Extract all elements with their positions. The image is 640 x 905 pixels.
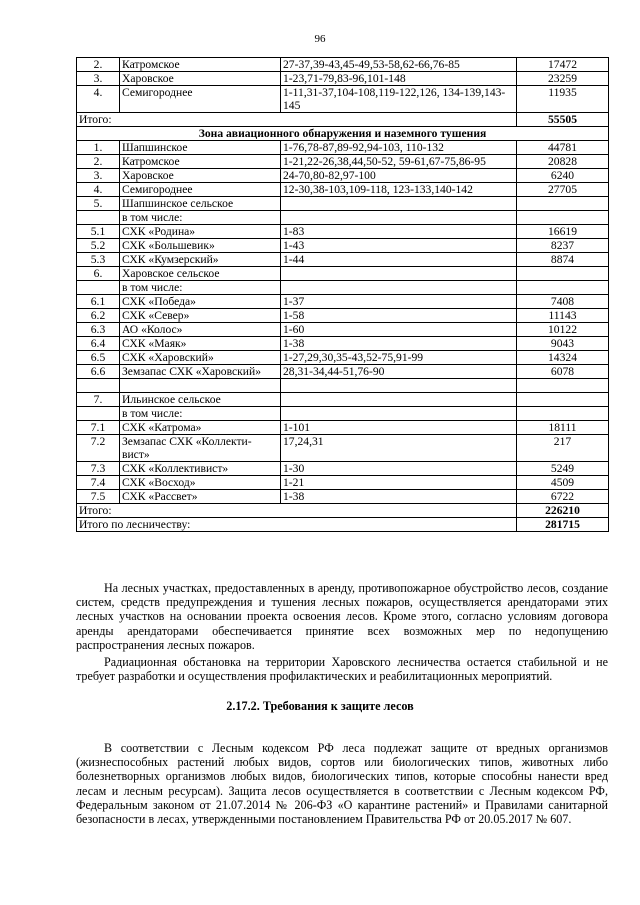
table-row xyxy=(77,407,609,421)
district-name: в том числе: xyxy=(120,281,281,295)
area-ha: 8874 xyxy=(517,253,609,267)
district-name: в том числе: xyxy=(120,407,281,421)
quarter-numbers: 1-21 xyxy=(281,476,517,490)
table-row xyxy=(77,141,609,155)
district-name: СХК «Большевик» xyxy=(120,239,281,253)
district-name: Харовское сельское xyxy=(120,267,281,281)
quarter-numbers: 12-30,38-103,109-118, 123-133,140-142 xyxy=(281,183,517,197)
row-number: 3. xyxy=(77,169,120,183)
table-row xyxy=(77,211,609,225)
row-number xyxy=(77,281,120,295)
row-number: 1. xyxy=(77,141,120,155)
district-name: СХК «Маяк» xyxy=(120,337,281,351)
area-ha xyxy=(517,197,609,211)
area-ha: 4509 xyxy=(517,476,609,490)
quarter-numbers: 27-37,39-43,45-49,53-58,62-66,76-85 xyxy=(281,58,517,72)
row-number: 7. xyxy=(77,393,120,407)
district-name: СХК «Харовский» xyxy=(120,351,281,365)
quarter-numbers: 1-58 xyxy=(281,309,517,323)
district-name: Катромское xyxy=(120,58,281,72)
row-number xyxy=(77,211,120,225)
quarter-numbers: 24-70,80-82,97-100 xyxy=(281,169,517,183)
table-row xyxy=(77,267,609,281)
quarter-numbers: 1-44 xyxy=(281,253,517,267)
area-ha: 11143 xyxy=(517,309,609,323)
district-name: Шапшинское xyxy=(120,141,281,155)
paragraph-lease-fire-protection: На лесных участках, предоставленных в аренду, противопожарное обустройство лесов, создание систем, средств предупреждения и тушения лесных пожаров, осуществляется арендаторами этих лесных участков на основании проекта освоения лесов. Кроме этого, согласно условиям договора аренды арендаторами обеспечивается принятие всех возможных мер по недопущению распространения лесных пожаров. xyxy=(76,581,608,652)
table-row xyxy=(77,281,609,295)
district-name: Харовское xyxy=(120,72,281,86)
paragraph-radiation: Радиационная обстановка на территории Харовского лесничества остается стабильной и не требует разработки и осуществления профилактических и реабилитационных мероприятий. xyxy=(76,655,608,684)
zone-rows xyxy=(77,141,609,504)
page-number: 96 xyxy=(314,33,326,45)
forest-zones-table xyxy=(76,57,609,532)
table-row xyxy=(77,295,609,309)
district-name: СХК «Катрома» xyxy=(120,421,281,435)
section-heading: 2.17.2. Требования к защите лесов xyxy=(226,699,414,713)
row-number xyxy=(77,379,120,393)
area-ha: 18111 xyxy=(517,421,609,435)
quarter-numbers: 1-37 xyxy=(281,295,517,309)
table-row xyxy=(77,225,609,239)
area-ha: 27705 xyxy=(517,183,609,197)
district-name: Ильинское сельское xyxy=(120,393,281,407)
area-ha xyxy=(517,211,609,225)
area-ha: 5249 xyxy=(517,462,609,476)
table-row xyxy=(77,462,609,476)
district-name: СХК «Рассвет» xyxy=(120,490,281,504)
quarter-numbers xyxy=(281,197,517,211)
quarter-numbers xyxy=(281,393,517,407)
table-row xyxy=(77,183,609,197)
row-number: 7.5 xyxy=(77,490,120,504)
subtotal-label: Итого: xyxy=(77,113,517,127)
area-ha: 14324 xyxy=(517,351,609,365)
row-number: 4. xyxy=(77,183,120,197)
table-row xyxy=(77,476,609,490)
quarter-numbers: 1-60 xyxy=(281,323,517,337)
quarter-numbers xyxy=(281,267,517,281)
subtotal-value: 226210 xyxy=(517,504,609,518)
row-number: 4. xyxy=(77,86,120,113)
table-row xyxy=(77,239,609,253)
quarter-numbers: 1-27,29,30,35-43,52-75,91-99 xyxy=(281,351,517,365)
total-label: Итого по лесничеству: xyxy=(77,518,517,532)
row-number: 6.1 xyxy=(77,295,120,309)
row-number: 6.2 xyxy=(77,309,120,323)
table-row xyxy=(77,337,609,351)
row-number: 6.4 xyxy=(77,337,120,351)
zone-heading-row xyxy=(77,127,609,141)
table-row xyxy=(77,169,609,183)
district-name: СХК «Коллективист» xyxy=(120,462,281,476)
area-ha xyxy=(517,281,609,295)
district-name xyxy=(120,379,281,393)
table-row xyxy=(77,86,609,113)
row-number: 7.1 xyxy=(77,421,120,435)
row-number: 5.1 xyxy=(77,225,120,239)
district-name: Харовское xyxy=(120,169,281,183)
row-number: 6.6 xyxy=(77,365,120,379)
district-name: Шапшинское сельское xyxy=(120,197,281,211)
total-row xyxy=(77,518,609,532)
area-ha: 17472 xyxy=(517,58,609,72)
quarter-numbers xyxy=(281,211,517,225)
area-ha: 8237 xyxy=(517,239,609,253)
area-ha: 6722 xyxy=(517,490,609,504)
district-name: СХК «Кумзерский» xyxy=(120,253,281,267)
district-name: СХК «Восход» xyxy=(120,476,281,490)
quarter-numbers: 1-11,31-37,104-108,119-122,126, 134-139,143-145 xyxy=(281,86,517,113)
table-row xyxy=(77,253,609,267)
district-name: Земзапас СХК «Харовский» xyxy=(120,365,281,379)
area-ha: 6078 xyxy=(517,365,609,379)
area-ha xyxy=(517,267,609,281)
quarter-numbers: 1-38 xyxy=(281,490,517,504)
row-number: 5.2 xyxy=(77,239,120,253)
row-number: 2. xyxy=(77,155,120,169)
table-row xyxy=(77,309,609,323)
table-row xyxy=(77,421,609,435)
area-ha xyxy=(517,393,609,407)
quarter-numbers: 1-23,71-79,83-96,101-148 xyxy=(281,72,517,86)
district-name: Семигороднее xyxy=(120,86,281,113)
area-ha: 9043 xyxy=(517,337,609,351)
quarter-numbers xyxy=(281,379,517,393)
table-row xyxy=(77,365,609,379)
quarter-numbers: 1-76,78-87,89-92,94-103, 110-132 xyxy=(281,141,517,155)
quarter-numbers xyxy=(281,281,517,295)
row-number: 3. xyxy=(77,72,120,86)
row-number xyxy=(77,407,120,421)
table-row xyxy=(77,72,609,86)
area-ha: 7408 xyxy=(517,295,609,309)
district-name: СХК «Родина» xyxy=(120,225,281,239)
quarter-numbers: 1-101 xyxy=(281,421,517,435)
table-row xyxy=(77,435,609,462)
quarter-numbers: 1-83 xyxy=(281,225,517,239)
quarter-numbers: 1-43 xyxy=(281,239,517,253)
district-name: Катромское xyxy=(120,155,281,169)
subtotal-label: Итого: xyxy=(77,504,517,518)
area-ha: 20828 xyxy=(517,155,609,169)
table-row xyxy=(77,155,609,169)
table-row xyxy=(77,490,609,504)
row-number: 7.2 xyxy=(77,435,120,462)
quarter-numbers: 1-30 xyxy=(281,462,517,476)
row-number: 2. xyxy=(77,58,120,72)
table-row xyxy=(77,197,609,211)
district-name: в том числе: xyxy=(120,211,281,225)
area-ha xyxy=(517,407,609,421)
area-ha: 16619 xyxy=(517,225,609,239)
quarter-numbers: 28,31-34,44-51,76-90 xyxy=(281,365,517,379)
table-row xyxy=(77,379,609,393)
area-ha: 10122 xyxy=(517,323,609,337)
subtotal-row xyxy=(77,504,609,518)
area-ha: 217 xyxy=(517,435,609,462)
area-ha: 6240 xyxy=(517,169,609,183)
district-name: СХК «Победа» xyxy=(120,295,281,309)
row-number: 6. xyxy=(77,267,120,281)
area-ha: 44781 xyxy=(517,141,609,155)
row-number: 6.5 xyxy=(77,351,120,365)
row-number: 5.3 xyxy=(77,253,120,267)
total-value: 281715 xyxy=(517,518,609,532)
subtotal-value: 55505 xyxy=(517,113,609,127)
row-number: 7.4 xyxy=(77,476,120,490)
district-name: СХК «Север» xyxy=(120,309,281,323)
area-ha: 11935 xyxy=(517,86,609,113)
subtotal-row xyxy=(77,113,609,127)
row-number: 5. xyxy=(77,197,120,211)
quarter-numbers: 1-21,22-26,38,44,50-52, 59-61,67-75,86-95 xyxy=(281,155,517,169)
table-row xyxy=(77,58,609,72)
area-ha: 23259 xyxy=(517,72,609,86)
quarter-numbers: 1-38 xyxy=(281,337,517,351)
zone-heading: Зона авиационного обнаружения и наземного тушения xyxy=(77,127,609,141)
table-row xyxy=(77,351,609,365)
table-row xyxy=(77,323,609,337)
district-name: Земзапас СХК «Коллекти-вист» xyxy=(120,435,281,462)
paragraph-forest-protection: В соответствии с Лесным кодексом РФ леса подлежат защите от вредных организмов (жизнеспособных растений любых видов, сортов или биологических типов, животных либо болезнетворных организмов любых видов, биологических типов, которые способны нанести вред лесам и лесным ресурсам). Защита лесов осуществляется в соответствии с Лесным кодексом РФ, Федеральным законом от 21.07.2014 № 206-ФЗ «О карантине растений» и Правилами санитарной безопасности в лесах, утвержденными постановлением Правительства РФ от 20.05.2017 № 607. xyxy=(76,741,608,827)
district-name: АО «Колос» xyxy=(120,323,281,337)
quarter-numbers xyxy=(281,407,517,421)
area-ha xyxy=(517,379,609,393)
district-name: Семигороднее xyxy=(120,183,281,197)
quarter-numbers: 17,24,31 xyxy=(281,435,517,462)
row-number: 7.3 xyxy=(77,462,120,476)
row-number: 6.3 xyxy=(77,323,120,337)
table-row xyxy=(77,393,609,407)
